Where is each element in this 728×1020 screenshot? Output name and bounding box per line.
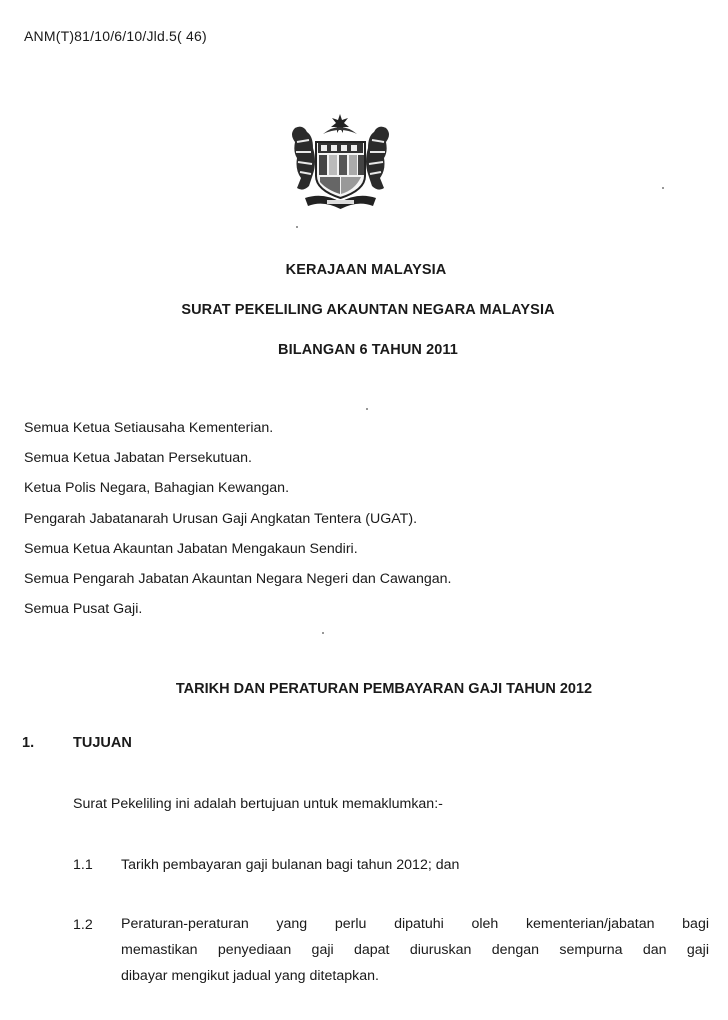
item-line: dibayar mengikut jadual yang ditetapkan. (121, 968, 379, 984)
recipient-item: Semua Ketua Akauntan Jabatan Mengakaun Sendiri. (24, 540, 358, 557)
scan-speck (662, 187, 664, 189)
recipient-item: Pengarah Jabatanarah Urusan Gaji Angkatan Tentera (UGAT). (24, 510, 418, 527)
recipient-item: Semua Pengarah Jabatan Akauntan Negara Negeri dan Cawangan. (24, 570, 452, 587)
section-number: 1. (22, 735, 35, 751)
recipient-item: Semua Pusat Gaji. (24, 601, 143, 618)
item-text (121, 911, 709, 989)
recipient-item: Semua Ketua Setiausaha Kementerian. (24, 420, 274, 436)
item-line: Tarikh pembayaran gaji bulanan bagi tahun 2012; dan (121, 857, 460, 873)
item-number: 1.1 (73, 857, 93, 873)
item-text (121, 852, 459, 878)
malaysia-coat-of-arms-icon (283, 112, 398, 212)
section-intro: Surat Pekeliling ini adalah bertujuan untuk memaklumkan:- (73, 796, 443, 812)
heading-government: KERAJAAN MALAYSIA (285, 262, 447, 278)
recipient-list (24, 413, 452, 624)
section-title: TUJUAN (73, 735, 132, 751)
recipient-item: Semua Ketua Jabatan Persekutuan. (24, 450, 252, 467)
heading-circular-title: SURAT PEKELILING AKAUNTAN NEGARA MALAYSIA (181, 302, 555, 318)
scan-speck (322, 632, 324, 634)
reference-number: ANM(T)81/10/6/10/Jld.5( 46) (24, 28, 207, 44)
item-line: memastikan penyediaan gaji dapat diuruskan dengan sempurna dan gaji (121, 942, 709, 958)
recipient-item: Ketua Polis Negara, Bahagian Kewangan. (24, 480, 290, 497)
item-line: Peraturan-peraturan yang perlu dipatuhi oleh kementerian/jabatan bagi (121, 916, 709, 932)
scan-speck (296, 226, 298, 228)
heading-circular-number: BILANGAN 6 TAHUN 2011 (278, 342, 458, 358)
subject-heading: TARIKH DAN PERATURAN PEMBAYARAN GAJI TAHUN 2012 (175, 681, 593, 697)
item-number: 1.2 (73, 917, 93, 933)
scan-speck (366, 408, 368, 410)
